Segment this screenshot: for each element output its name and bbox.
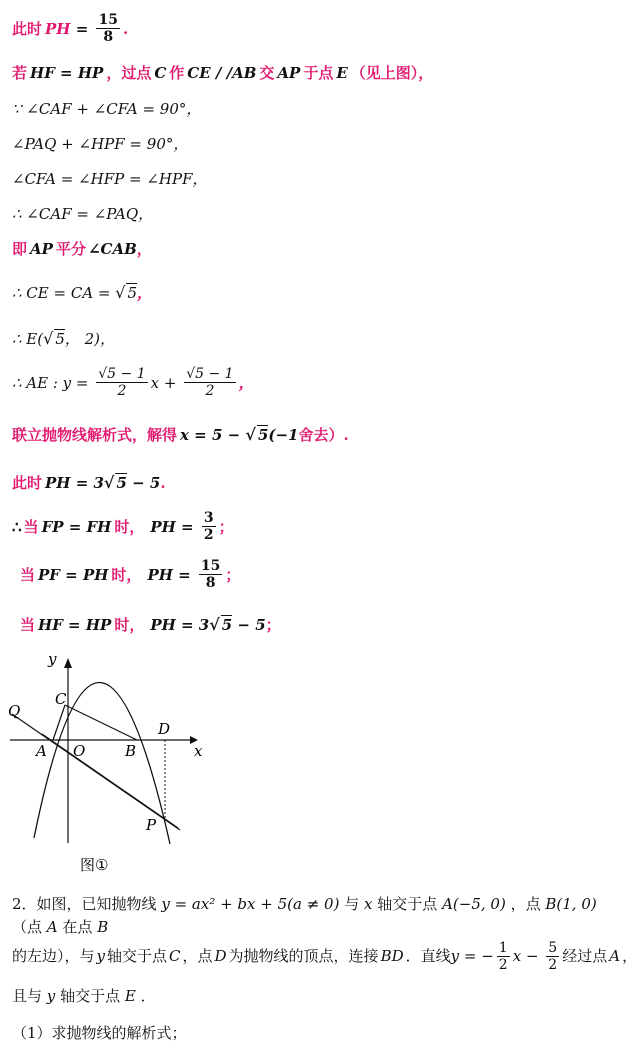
text-segment: 此时	[12, 20, 43, 39]
text-segment: 在点	[62, 917, 93, 936]
text-segment: 时，	[114, 518, 145, 537]
problem-2-line-2	[12, 940, 638, 974]
math-var: A	[46, 917, 58, 936]
math-var: BD	[380, 947, 404, 966]
text-segment: ．	[140, 987, 156, 1005]
line-ae-equation	[12, 366, 254, 399]
math-expr: x = 5 −	[180, 425, 246, 444]
math-var: PH	[45, 19, 71, 38]
label-d: D	[158, 720, 171, 738]
text-segment: .	[160, 473, 166, 492]
math-expr: HF = HP	[38, 615, 112, 634]
math-var: E	[124, 987, 136, 1005]
label-p: P	[146, 816, 157, 834]
fraction-denominator: 8	[103, 29, 114, 46]
problem-2-line-3	[12, 985, 630, 1008]
text-segment: 当	[23, 518, 39, 537]
label-b: B	[125, 742, 137, 760]
fraction-numerator: √5 − 1	[186, 366, 234, 382]
fraction-denominator: 2	[117, 383, 127, 400]
math-var: y	[96, 947, 105, 966]
fraction-numerator: 1	[498, 940, 508, 956]
fraction-numerator: 3	[203, 510, 214, 526]
text-segment: 为抛物线的顶点，连接	[228, 947, 379, 966]
math-expr: − 5	[126, 473, 161, 492]
line-ph-3sqrt5	[12, 472, 166, 493]
line-case-hf-hp-result	[20, 614, 281, 635]
math-expr: A(−5, 0)	[442, 895, 506, 913]
fraction	[96, 12, 119, 45]
line-angle-sum-2: ∠PAQ + ∠HPF = 90°，	[12, 135, 189, 153]
line-case-hf-hp	[12, 62, 433, 83]
math-expr: PH = 3	[45, 473, 104, 492]
math-op: ∴	[12, 517, 22, 536]
text-segment: ；	[218, 518, 234, 537]
text-segment: （见上图），	[350, 64, 434, 82]
line-bisector	[12, 238, 152, 259]
text-segment: （点	[12, 917, 43, 936]
text-segment: ，点	[510, 895, 541, 913]
text-segment: 舍去）.	[298, 426, 349, 444]
radicand: 5	[221, 616, 233, 634]
label-c: C	[55, 690, 67, 708]
label-a: A	[36, 742, 47, 760]
radicand: 5	[127, 284, 138, 302]
line-angle-sum-1: ∵ ∠CAF + ∠CFA = 90°，	[12, 100, 202, 118]
math-var: x	[364, 895, 373, 913]
text-segment: 与	[344, 895, 360, 913]
text-segment: 轴交于点	[377, 895, 438, 913]
fraction	[497, 940, 510, 973]
math-expr: − 5	[232, 615, 266, 634]
text-segment: 当	[20, 566, 36, 585]
text-segment: 当	[20, 616, 36, 634]
text-segment: ，	[136, 240, 152, 258]
math-expr: HF = HP	[30, 63, 104, 82]
math-expr: x −	[512, 947, 544, 966]
text-segment: ，	[238, 374, 254, 393]
math-expr: ∴ E(	[12, 329, 44, 348]
fraction	[202, 510, 216, 543]
math-expr: PH = 3	[150, 615, 210, 634]
math-expr: y = −	[450, 947, 494, 966]
math-expr: PH =	[147, 565, 196, 584]
line-ce-ca	[12, 282, 152, 303]
fraction	[199, 558, 222, 591]
math-var: B	[97, 917, 109, 936]
line-angle-conclusion: ∴ ∠CAF = ∠PAQ，	[12, 205, 154, 223]
math-var: AP	[30, 239, 53, 258]
math-expr: PF = PH	[38, 565, 109, 584]
text-segment: ，过点	[106, 64, 152, 82]
fraction-denominator: 2	[205, 383, 215, 400]
text-segment: ，	[622, 947, 638, 966]
math-expr: ∠CAB	[87, 239, 137, 258]
math-var: AP	[277, 63, 301, 82]
fraction-denominator: 2	[498, 957, 508, 974]
label-q: Q	[8, 702, 21, 720]
radicand: 5	[116, 474, 127, 492]
text-segment: ．直线	[405, 947, 451, 966]
math-var: C	[154, 63, 167, 82]
figure-caption: 图①	[80, 856, 109, 874]
line-solve-x	[12, 424, 349, 445]
radical-sign: √	[43, 329, 54, 348]
text-segment: 2．如图，已知抛物线	[12, 895, 157, 913]
math-expr: FP = FH	[41, 517, 112, 536]
text-segment: ，点	[182, 947, 213, 966]
line-angle-equal: ∠CFA = ∠HFP = ∠HPF，	[12, 170, 208, 188]
label-y: y	[48, 650, 57, 668]
math-expr: CE / /AB	[187, 63, 257, 82]
math-var: D	[214, 947, 227, 966]
text-segment: ；	[265, 616, 281, 634]
math-var: E	[336, 63, 348, 82]
math-expr: ， 2)，	[64, 330, 116, 348]
fraction	[96, 366, 147, 399]
math-expr: ∴ AE : y =	[12, 373, 94, 392]
text-segment: 轴交于点	[60, 987, 121, 1005]
radicand: 5	[55, 330, 65, 348]
text-segment: 时，	[111, 566, 142, 585]
text-segment: 的左边），与	[12, 947, 95, 966]
fraction-numerator: 15	[200, 558, 221, 574]
text-segment: 此时	[12, 474, 43, 492]
math-expr: PH =	[150, 517, 199, 536]
radical-sign: √	[115, 283, 126, 302]
text-segment: .	[122, 19, 129, 38]
question-1: （1）求抛物线的解析式；	[12, 1024, 187, 1042]
line-case-fp-fh	[12, 510, 234, 543]
math-var: y	[46, 987, 56, 1005]
radical-sign: √	[103, 473, 115, 492]
radicand: 5	[257, 426, 269, 444]
y-axis-arrow	[64, 658, 72, 668]
text-segment: 交	[259, 64, 275, 82]
fraction	[184, 366, 235, 399]
math-op: =	[70, 19, 94, 38]
fraction-numerator: 5	[548, 940, 558, 956]
text-segment: ；	[225, 566, 241, 585]
math-expr: y = ax² + bx + 5(a ≠ 0)	[161, 895, 340, 913]
fraction-denominator: 2	[203, 527, 214, 544]
text-segment: 即	[12, 240, 28, 258]
text-segment: 且与	[12, 987, 43, 1005]
line-ap	[42, 734, 178, 828]
text-segment: 联立抛物线解析式，解得	[12, 426, 178, 444]
math-expr: (−1	[268, 425, 299, 444]
problem-2-line-1	[12, 893, 630, 938]
radical-sign: √	[245, 425, 256, 444]
fraction-denominator: 2	[548, 957, 558, 974]
fraction-numerator: √5 − 1	[98, 366, 146, 382]
text-segment: 平分	[55, 240, 86, 258]
label-o: O	[73, 742, 86, 760]
fraction-denominator: 8	[205, 575, 216, 592]
text-segment: 时，	[114, 616, 145, 634]
fraction-numerator: 15	[98, 12, 118, 28]
radical-sign: √	[209, 615, 220, 634]
math-expr: x +	[150, 373, 182, 392]
line-case-pf-ph	[20, 558, 240, 591]
parabola-figure	[0, 648, 230, 878]
text-segment: 经过点	[562, 947, 608, 966]
text-segment: 于点	[303, 64, 334, 82]
segment-cb	[65, 705, 137, 740]
label-x: x	[194, 742, 203, 760]
segment-ca	[53, 705, 65, 740]
text-segment: 轴交于点	[107, 947, 168, 966]
fraction	[546, 940, 559, 973]
math-var: C	[169, 947, 181, 966]
text-segment: ，	[137, 284, 153, 302]
line-ph-15-8	[12, 12, 128, 45]
math-expr: B(1, 0)	[545, 895, 597, 913]
text-segment: 作	[169, 64, 185, 82]
math-var: A	[609, 947, 621, 966]
text-segment: 若	[12, 64, 28, 82]
math-expr: ∴ CE = CA =	[12, 283, 116, 302]
line-point-e	[12, 328, 115, 349]
